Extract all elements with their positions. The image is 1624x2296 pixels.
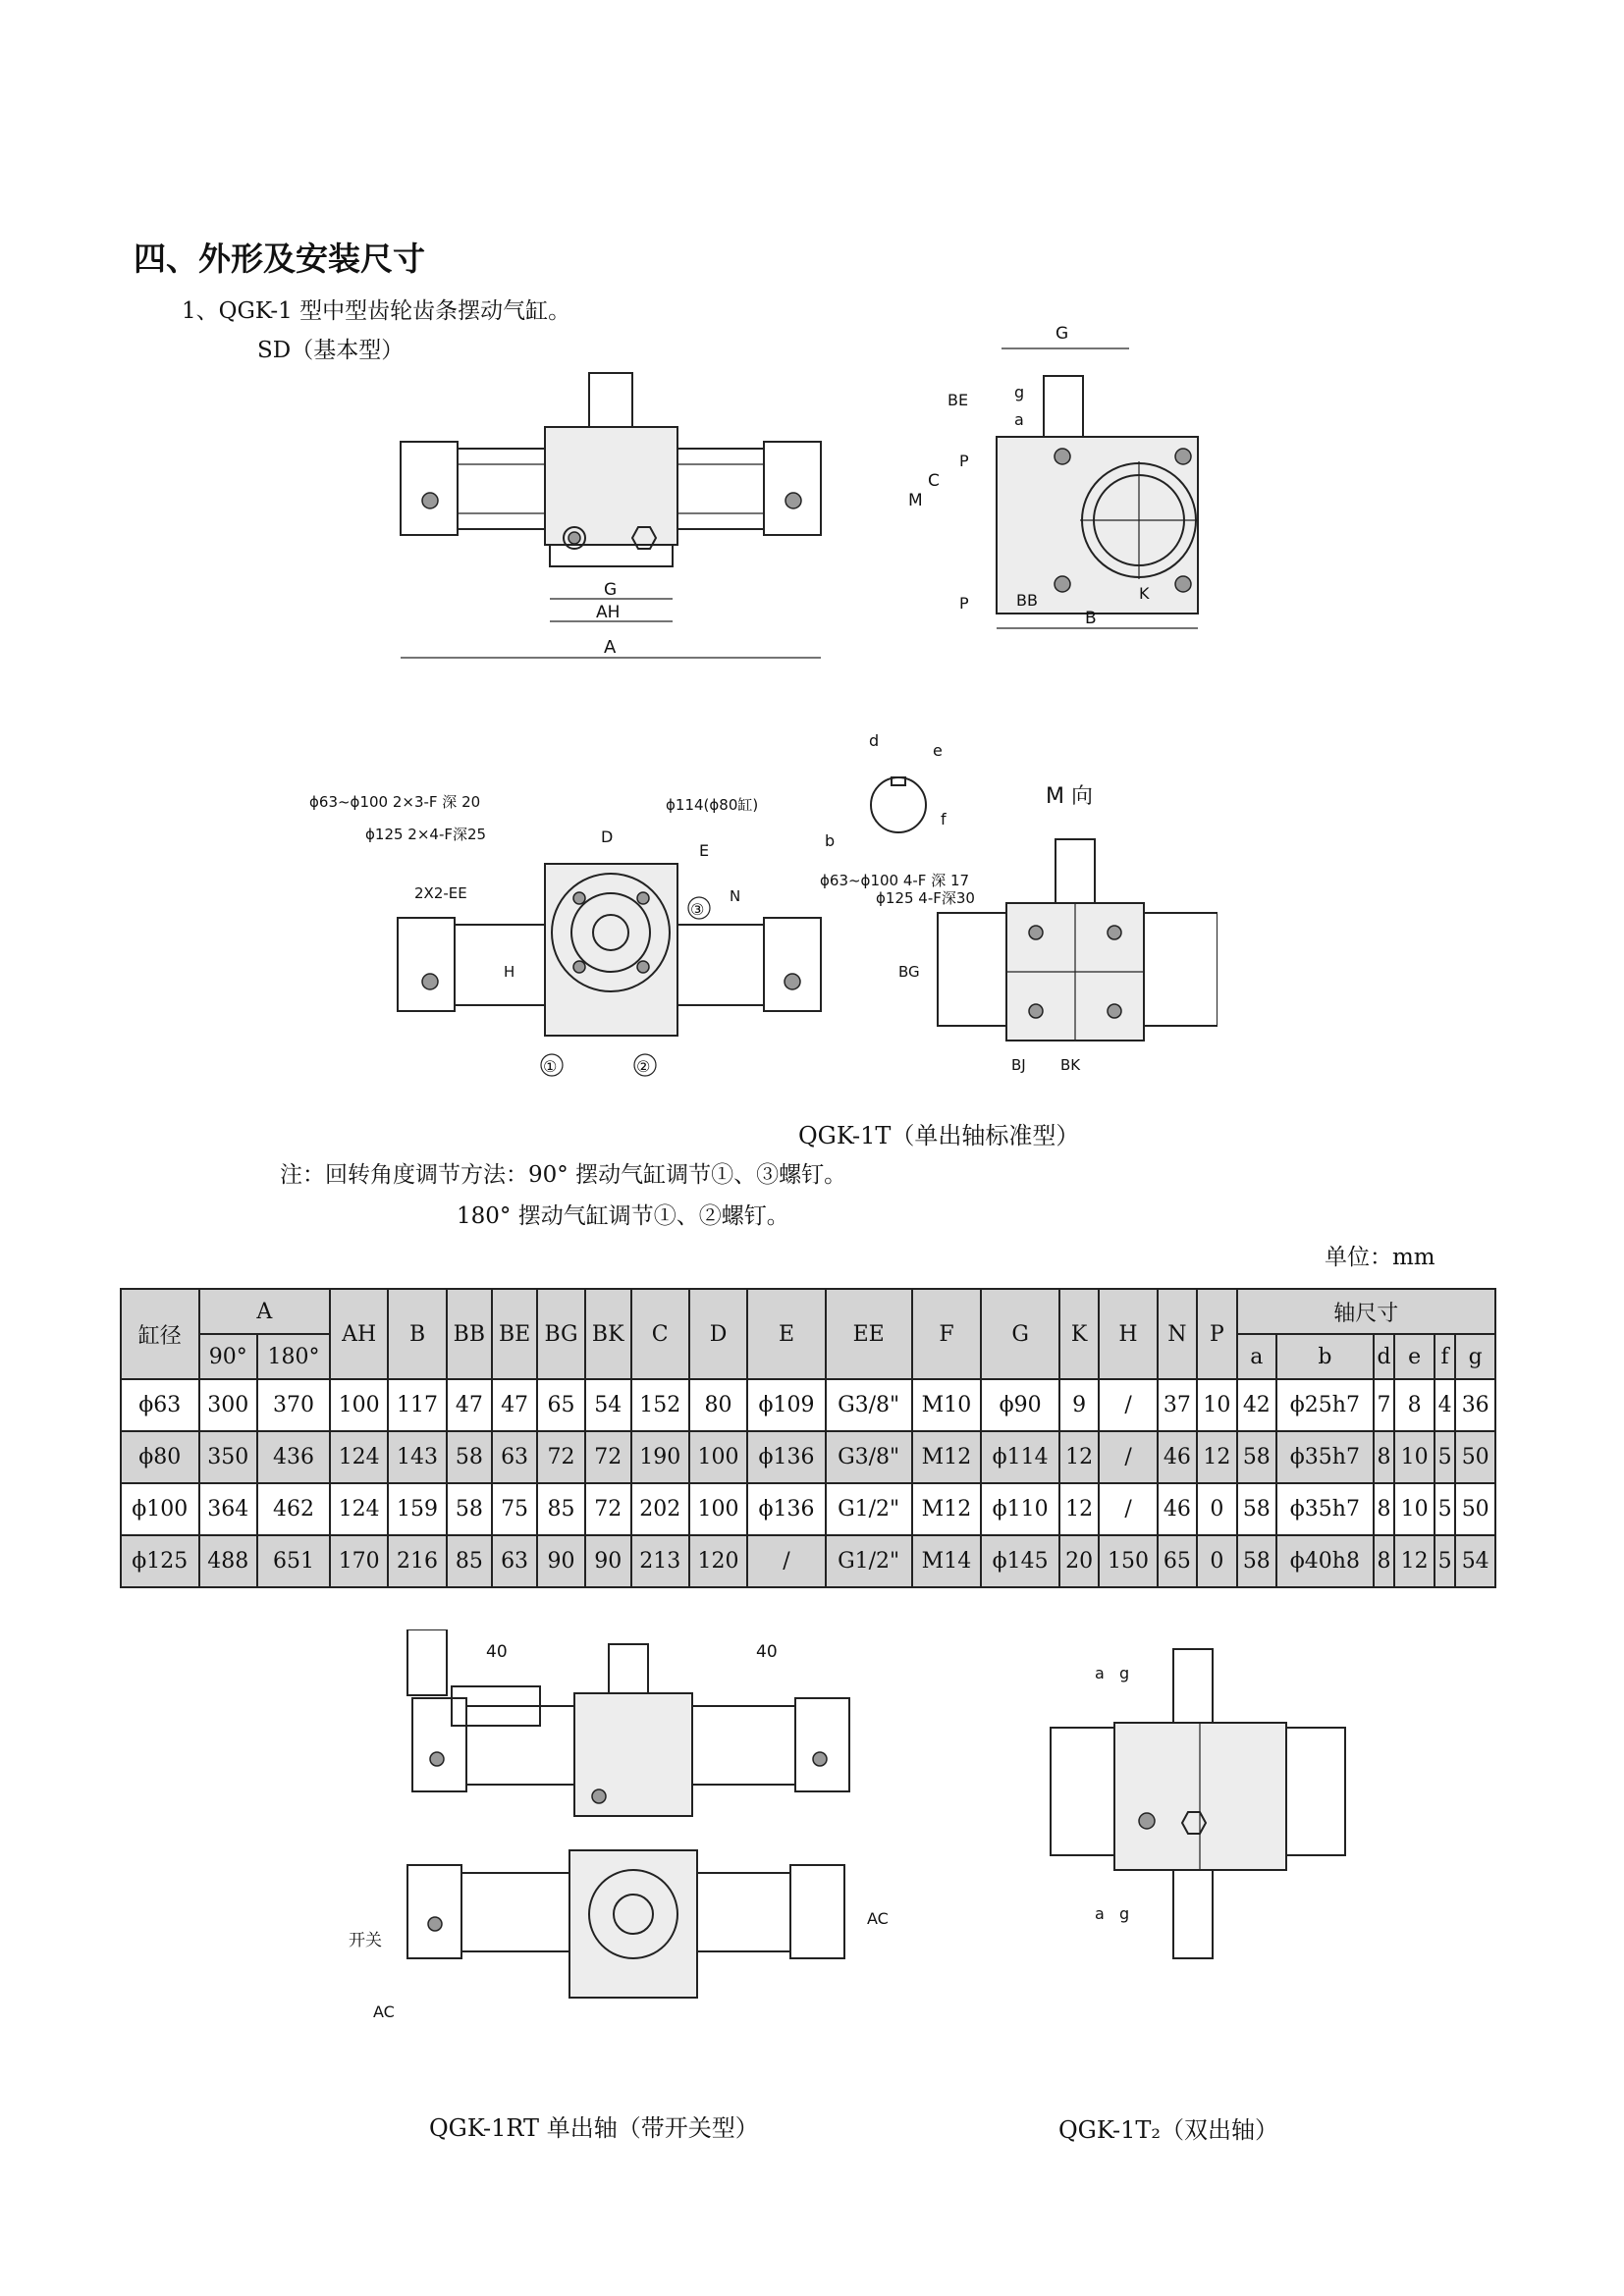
m-view-title: M 向 — [1046, 784, 1093, 809]
table-cell: G1/2" — [826, 1535, 912, 1587]
table-cell: 152 — [631, 1379, 689, 1431]
table-cell: 12 — [1059, 1431, 1099, 1483]
table-cell: 8 — [1394, 1379, 1434, 1431]
m-note2: ϕ125 4-F深30 — [876, 889, 975, 907]
table-cell: 75 — [492, 1483, 537, 1535]
table-cell: G3/8" — [826, 1379, 912, 1431]
t-dim-d: D — [601, 828, 614, 846]
caption-qgk-1t2: QGK-1T₂（双出轴） — [1058, 2116, 1279, 2144]
table-row — [121, 1431, 1495, 1483]
side-dim-k: K — [1139, 584, 1150, 603]
sd-dim-ah: AH — [596, 603, 621, 622]
side-dim-bb: BB — [1016, 591, 1038, 610]
key-e: e — [933, 741, 943, 760]
table-cell: 370 — [257, 1379, 330, 1431]
table-cell: 0 — [1197, 1535, 1236, 1587]
side-dim-c: C — [928, 471, 940, 491]
table-cell: 300 — [199, 1379, 257, 1431]
t-note1: ϕ63~ϕ100 2×3-F 深 20 — [309, 793, 481, 811]
th-k: K — [1059, 1289, 1099, 1379]
th-n: N — [1158, 1289, 1197, 1379]
side-dim-be: BE — [947, 391, 969, 409]
table-cell: ϕ114 — [981, 1431, 1059, 1483]
table-cell: 46 — [1158, 1483, 1197, 1535]
t-circle-3: ③ — [690, 900, 705, 919]
table-cell: ϕ145 — [981, 1535, 1059, 1587]
sd-dim-g: G — [604, 580, 618, 600]
table-cell: 462 — [257, 1483, 330, 1535]
rt-switch-label: 开关 — [349, 1931, 382, 1950]
th-shaft-d: d — [1374, 1334, 1395, 1379]
table-cell: ϕ25h7 — [1276, 1379, 1374, 1431]
rt-dim-ac-left: AC — [373, 2002, 395, 2021]
t-note3: ϕ114(ϕ80缸) — [666, 796, 759, 814]
th-be: BE — [492, 1289, 537, 1379]
table-cell: / — [1099, 1483, 1157, 1535]
table-cell: 58 — [1237, 1483, 1276, 1535]
table-cell: 5 — [1435, 1431, 1456, 1483]
side-dim-g2: g — [1014, 383, 1025, 401]
t-dim-h: H — [504, 963, 515, 981]
side-dim-p2: P — [959, 594, 969, 613]
note-line-1: 注：回转角度调节方法：90° 摆动气缸调节①、③螺钉。 — [280, 1162, 847, 1188]
table-cell: 47 — [492, 1379, 537, 1431]
section-heading: 四、外形及安装尺寸 — [134, 240, 425, 278]
table-cell: ϕ136 — [747, 1431, 826, 1483]
t2-g-bottom: g — [1119, 1904, 1130, 1923]
table-cell: G3/8" — [826, 1431, 912, 1483]
th-e: E — [747, 1289, 826, 1379]
table-cell: ϕ125 — [121, 1535, 199, 1587]
table-cell: 0 — [1197, 1483, 1236, 1535]
table-cell: ϕ109 — [747, 1379, 826, 1431]
sd-dim-a: A — [604, 637, 617, 658]
table-cell: 90 — [585, 1535, 631, 1587]
table-cell: 63 — [492, 1431, 537, 1483]
table-cell: ϕ40h8 — [1276, 1535, 1374, 1587]
table-row — [121, 1483, 1495, 1535]
sd-front-drawing — [393, 358, 835, 672]
m-note1: ϕ63~ϕ100 4-F 深 17 — [820, 872, 970, 889]
table-cell: 8 — [1374, 1431, 1395, 1483]
m-dim-bg: BG — [898, 963, 920, 981]
table-cell: ϕ35h7 — [1276, 1431, 1374, 1483]
rt-dim-40-left: 40 — [486, 1642, 508, 1662]
table-cell: 50 — [1455, 1483, 1495, 1535]
sd-label: SD（基本型） — [257, 338, 405, 363]
th-h: H — [1099, 1289, 1157, 1379]
table-cell: 100 — [689, 1483, 747, 1535]
th-shaft-e: e — [1394, 1334, 1434, 1379]
table-cell: 58 — [447, 1483, 492, 1535]
t2-a-top: a — [1095, 1664, 1105, 1682]
th-shaft-b: b — [1276, 1334, 1374, 1379]
m-view-drawing — [805, 775, 1218, 1099]
table-row — [121, 1535, 1495, 1587]
table-cell: / — [747, 1535, 826, 1587]
table-cell: ϕ100 — [121, 1483, 199, 1535]
t-note2: ϕ125 2×4-F深25 — [365, 826, 487, 843]
side-dim-m: M — [908, 491, 923, 510]
table-cell: 190 — [631, 1431, 689, 1483]
table-cell: 72 — [585, 1483, 631, 1535]
th-bk: BK — [585, 1289, 631, 1379]
th-ee: EE — [826, 1289, 912, 1379]
table-cell: 124 — [330, 1431, 388, 1483]
table-cell: 58 — [1237, 1535, 1276, 1587]
table-cell: 58 — [447, 1431, 492, 1483]
table-cell: 170 — [330, 1535, 388, 1587]
t-dim-n: N — [730, 887, 741, 905]
dimension-table — [120, 1288, 1496, 1588]
table-cell: 5 — [1435, 1483, 1456, 1535]
table-cell: 46 — [1158, 1431, 1197, 1483]
sd-side-drawing — [898, 319, 1232, 643]
t-circle-1: ① — [543, 1057, 558, 1076]
th-p: P — [1197, 1289, 1236, 1379]
side-dim-b: B — [1085, 609, 1097, 628]
caption-qgk-1rt: QGK-1RT 单出轴（带开关型） — [429, 2114, 759, 2142]
side-dim-p1: P — [959, 452, 969, 470]
table-cell: 47 — [447, 1379, 492, 1431]
th-bg: BG — [537, 1289, 585, 1379]
th-shaft-g: g — [1455, 1334, 1495, 1379]
table-cell: M10 — [912, 1379, 982, 1431]
table-cell: / — [1099, 1379, 1157, 1431]
table-cell: 90 — [537, 1535, 585, 1587]
table-cell: 54 — [1455, 1535, 1495, 1587]
table-cell: 488 — [199, 1535, 257, 1587]
table-cell: 159 — [388, 1483, 446, 1535]
table-cell: 36 — [1455, 1379, 1495, 1431]
note-line-2: 180° 摆动气缸调节①、②螺钉。 — [457, 1203, 789, 1229]
m-dim-bk: BK — [1060, 1056, 1081, 1074]
table-cell: 143 — [388, 1431, 446, 1483]
table-cell: 85 — [537, 1483, 585, 1535]
table-cell: 4 — [1435, 1379, 1456, 1431]
th-shaft-f: f — [1435, 1334, 1456, 1379]
table-cell: 120 — [689, 1535, 747, 1587]
table-cell: 10 — [1197, 1379, 1236, 1431]
table-row — [121, 1379, 1495, 1431]
table-cell: 58 — [1237, 1431, 1276, 1483]
th-a-90: 90° — [199, 1334, 257, 1379]
t2-a-bottom: a — [1095, 1904, 1105, 1923]
key-b: b — [825, 831, 836, 850]
table-cell: 65 — [1158, 1535, 1197, 1587]
table-cell: 20 — [1059, 1535, 1099, 1587]
table-cell: 50 — [1455, 1431, 1495, 1483]
table-cell: 117 — [388, 1379, 446, 1431]
table-cell: 216 — [388, 1535, 446, 1587]
t-front-drawing — [295, 785, 844, 1090]
table-cell: 10 — [1394, 1431, 1434, 1483]
table-cell: ϕ90 — [981, 1379, 1059, 1431]
table-cell: 350 — [199, 1431, 257, 1483]
t2-g-top: g — [1119, 1664, 1130, 1682]
th-g: G — [981, 1289, 1059, 1379]
table-cell: ϕ80 — [121, 1431, 199, 1483]
table-cell: 436 — [257, 1431, 330, 1483]
rt-drawing — [349, 1629, 898, 2071]
table-cell: 72 — [537, 1431, 585, 1483]
table-cell: 12 — [1059, 1483, 1099, 1535]
side-dim-g: G — [1056, 324, 1069, 344]
table-cell: ϕ136 — [747, 1483, 826, 1535]
table-cell: 124 — [330, 1483, 388, 1535]
table-cell: 37 — [1158, 1379, 1197, 1431]
table-cell: M14 — [912, 1535, 982, 1587]
t-dim-e: E — [699, 841, 710, 860]
table-cell: 12 — [1197, 1431, 1236, 1483]
rt-dim-40-right: 40 — [756, 1642, 778, 1662]
table-cell: 85 — [447, 1535, 492, 1587]
table-cell: 8 — [1374, 1535, 1395, 1587]
t2-drawing — [1041, 1629, 1355, 2012]
m-dim-bj: BJ — [1011, 1056, 1026, 1074]
table-cell: 7 — [1374, 1379, 1395, 1431]
key-d: d — [869, 731, 880, 750]
th-shaft: 轴尺寸 — [1237, 1289, 1495, 1334]
table-cell: ϕ110 — [981, 1483, 1059, 1535]
table-cell: 364 — [199, 1483, 257, 1535]
table-cell: 9 — [1059, 1379, 1099, 1431]
unit-label: 单位：mm — [1325, 1245, 1435, 1270]
table-cell: 651 — [257, 1535, 330, 1587]
table-cell: 12 — [1394, 1535, 1434, 1587]
table-cell: 42 — [1237, 1379, 1276, 1431]
table-cell: ϕ63 — [121, 1379, 199, 1431]
table-cell: M12 — [912, 1483, 982, 1535]
th-bb: BB — [447, 1289, 492, 1379]
table-cell: ϕ35h7 — [1276, 1483, 1374, 1535]
side-dim-a: a — [1014, 410, 1024, 429]
key-f: f — [941, 810, 947, 828]
table-cell: 65 — [537, 1379, 585, 1431]
th-b: B — [388, 1289, 446, 1379]
table-cell: 5 — [1435, 1535, 1456, 1587]
table-cell: 8 — [1374, 1483, 1395, 1535]
table-cell: 80 — [689, 1379, 747, 1431]
table-cell: 100 — [689, 1431, 747, 1483]
th-d: D — [689, 1289, 747, 1379]
table-cell: 150 — [1099, 1535, 1157, 1587]
subheading: 1、QGK-1 型中型齿轮齿条摆动气缸。 — [182, 298, 571, 324]
th-bore: 缸径 — [121, 1289, 199, 1379]
th-ah: AH — [330, 1289, 388, 1379]
table-cell: / — [1099, 1431, 1157, 1483]
th-shaft-a: a — [1237, 1334, 1276, 1379]
table-cell: G1/2" — [826, 1483, 912, 1535]
table-cell: 10 — [1394, 1483, 1434, 1535]
table-cell: 63 — [492, 1535, 537, 1587]
table-cell: 72 — [585, 1431, 631, 1483]
rt-dim-ac-right: AC — [867, 1909, 889, 1928]
th-a-180: 180° — [257, 1334, 330, 1379]
table-cell: 213 — [631, 1535, 689, 1587]
table-cell: M12 — [912, 1431, 982, 1483]
t-circle-2: ② — [636, 1057, 651, 1076]
th-a: A — [199, 1289, 330, 1334]
table-cell: 54 — [585, 1379, 631, 1431]
th-f: F — [912, 1289, 982, 1379]
caption-qgk-1t: QGK-1T（单出轴标准型） — [798, 1122, 1080, 1149]
th-c: C — [631, 1289, 689, 1379]
t-dim-ee: 2X2-EE — [414, 884, 467, 902]
table-cell: 202 — [631, 1483, 689, 1535]
table-cell: 100 — [330, 1379, 388, 1431]
